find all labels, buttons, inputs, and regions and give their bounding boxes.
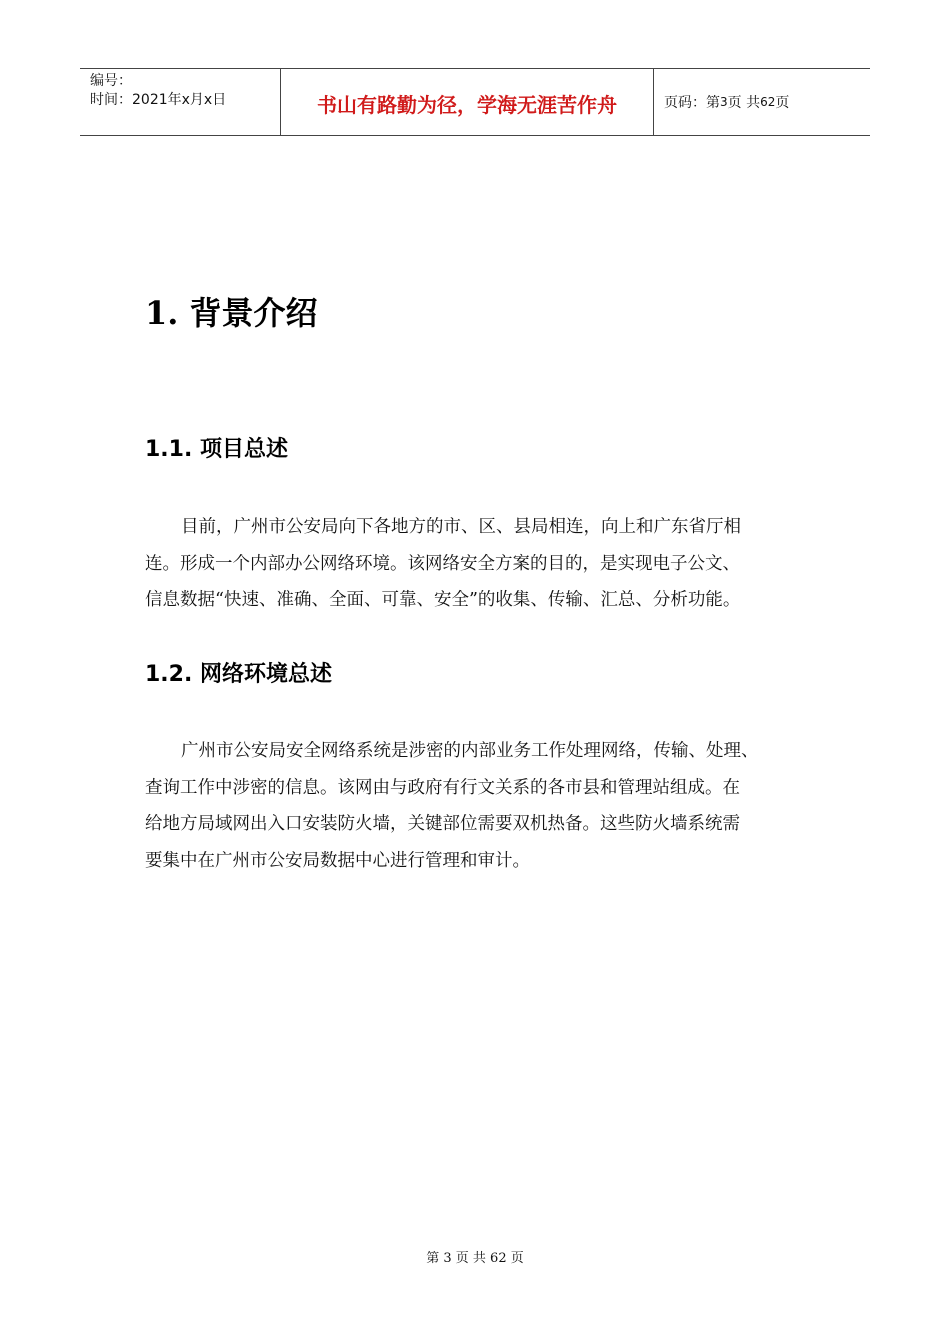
paragraph-network-overview [145,733,835,879]
page-current: 3 [720,95,728,109]
paragraph-line: 连。形成一个内部办公网络环境。该网络安全方案的目的，是实现电子公文、 [145,553,740,574]
paragraph-line: 目前，广州市公安局向下各地方的市、区、县局相连，向上和广东省厅相 [181,517,741,537]
paragraph-line: 要集中在广州市公安局数据中心进行管理和审计。 [145,850,530,871]
page-total: 62 [760,95,776,109]
page-mid: 页 共 [727,95,761,111]
paragraph-line: 给地方局域网出入口安装防火墙，关键部位需要双机热备。这些防火墙系统需 [145,814,740,834]
page-footer: 第 3 页 共 62 页 [426,1251,524,1266]
number-label: 编号： [90,73,132,89]
header-meta [80,69,281,135]
header-motto-cell [281,69,654,135]
paragraph-line: 广州市公安局安全网络系统是涉密的内部业务工作处理网络，传输、处理、 [181,741,759,761]
paragraph-line: 查询工作中涉密的信息。该网由与政府有行文关系的各市县和管理站组成。在 [145,777,740,798]
motto-text: 书山有路勤为径，学海无涯苦作舟 [317,92,617,117]
time-label: 时间：2021年x月x日 [90,92,227,108]
paragraph-line: 信息数据“快速、准确、全面、可靠、安全”的收集、传输、汇总、分析功能。 [145,590,741,610]
page-prefix: 页码：第 [664,95,720,111]
header-page-info [654,69,870,135]
subsection-title-network-overview: 1.2. 网络环境总述 [145,662,332,687]
page-suffix: 页 [775,95,790,111]
section-title: 1. 背景介绍 [145,294,318,332]
paragraph-project-overview [145,509,835,619]
page-header [80,68,870,136]
subsection-title-project-overview: 1.1. 项目总述 [145,437,288,462]
